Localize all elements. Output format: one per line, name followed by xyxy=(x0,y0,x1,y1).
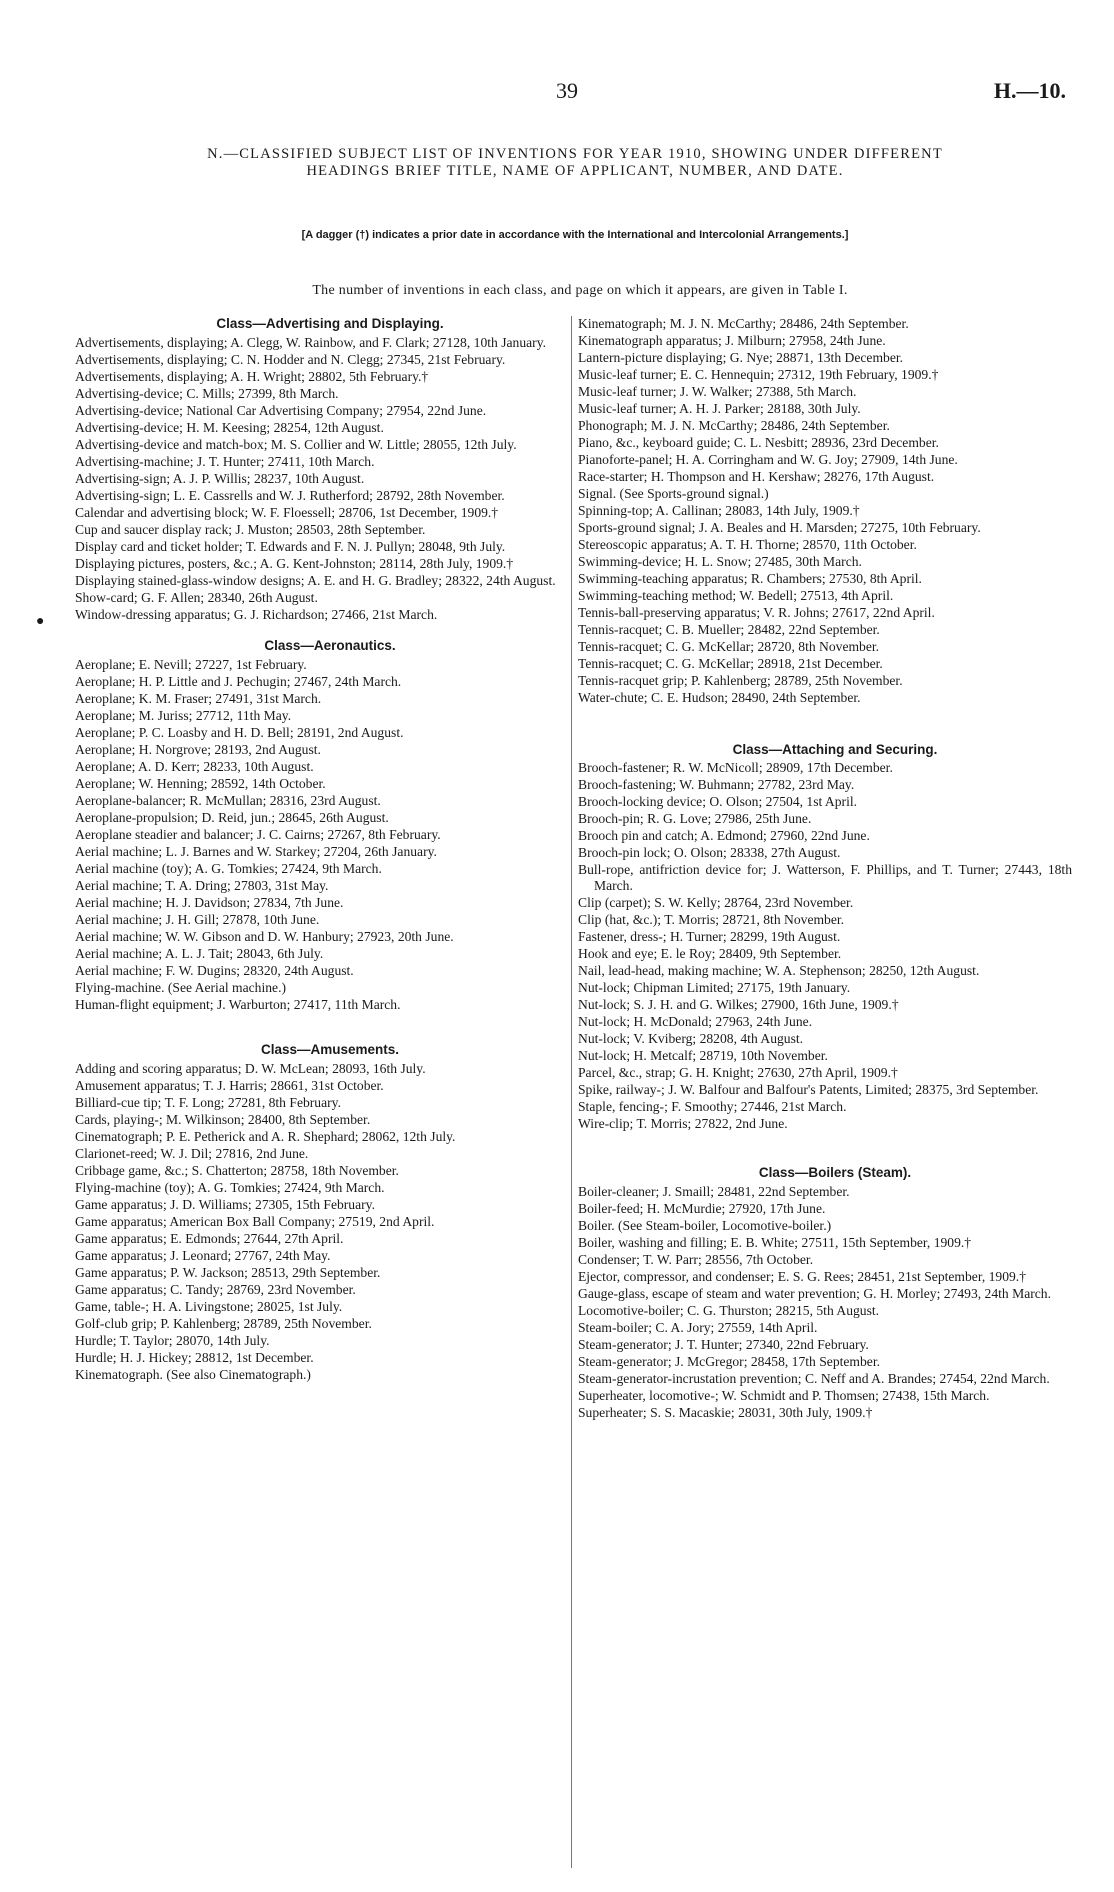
invention-entry: Superheater, locomotive-; W. Schmidt and P. Thomsen; 27438, 15th March. xyxy=(578,1387,990,1403)
invention-entry: Aerial machine; J. H. Gill; 27878, 10th June. xyxy=(75,911,320,927)
invention-entry: Tennis-ball-preserving apparatus; V. R. Johns; 27617, 22nd April. xyxy=(578,605,935,620)
invention-entry: Game apparatus; P. W. Jackson; 28513, 29th September. xyxy=(75,1264,381,1280)
invention-entry: Advertising-sign; A. J. P. Willis; 28237, 10th August. xyxy=(75,470,365,486)
invention-entry: Steam-generator; J. T. Hunter; 27340, 22nd February. xyxy=(578,1336,869,1352)
invention-entry: Steam-generator-incrustation prevention; C. Neff and A. Brandes; 27454, 22nd March. xyxy=(578,1370,1050,1386)
invention-entry: Game apparatus; E. Edmonds; 27644, 27th April. xyxy=(75,1230,344,1246)
invention-entry: Clarionet-reed; W. J. Dil; 27816, 2nd June. xyxy=(75,1145,309,1161)
invention-entry: Pianoforte-panel; H. A. Corringham and W. G. Joy; 27909, 14th June. xyxy=(578,452,958,467)
invention-entry: Nut-lock; V. Kviberg; 28208, 4th August. xyxy=(578,1030,804,1046)
invention-entry: Bull-rope, antifriction device for; J. Watterson, F. Phillips, and T. Turner; 27443, 18th March. xyxy=(578,862,1072,893)
invention-entry: Cup and saucer display rack; J. Muston; 28503, 28th September. xyxy=(75,521,426,537)
document-reference: H.—10. xyxy=(993,78,1066,103)
invention-entry: Nut-lock; Chipman Limited; 27175, 19th January. xyxy=(578,979,851,995)
invention-entry: Human-flight equipment; J. Warburton; 27417, 11th March. xyxy=(75,996,401,1012)
invention-entry: Wire-clip; T. Morris; 27822, 2nd June. xyxy=(578,1115,788,1131)
invention-entry: Tennis-racquet; C. B. Mueller; 28482, 22nd September. xyxy=(578,622,880,637)
invention-entry: Hurdle; T. Taylor; 28070, 14th July. xyxy=(75,1332,270,1348)
invention-entry: Advertisements, displaying; A. Clegg, W. Rainbow, and F. Clark; 27128, 10th January. xyxy=(75,334,546,350)
invention-entry: Nut-lock; H. Metcalf; 28719, 10th November. xyxy=(578,1047,828,1063)
invention-entry: Piano, &c., keyboard guide; C. L. Nesbitt; 28936, 23rd December. xyxy=(578,435,939,450)
invention-entry: Clip (hat, &c.); T. Morris; 28721, 8th November. xyxy=(578,911,845,927)
invention-entry: Aeroplane; H. Norgrove; 28193, 2nd August. xyxy=(75,741,321,757)
title-line-1: N.—CLASSIFIED SUBJECT LIST OF INVENTIONS FOR YEAR 1910, SHOWING UNDER DIFFERENT xyxy=(207,146,943,162)
invention-entry: Advertising-device; National Car Advertising Company; 27954, 22nd June. xyxy=(75,402,487,418)
invention-entry: Game apparatus; C. Tandy; 28769, 23rd November. xyxy=(75,1281,356,1297)
invention-entry: Stereoscopic apparatus; A. T. H. Thorne; 28570, 11th October. xyxy=(578,537,917,552)
invention-entry: Advertisements, displaying; A. H. Wright; 28802, 5th February.† xyxy=(75,368,429,384)
class-heading: Class—Advertising and Displaying. xyxy=(216,316,444,331)
invention-entry: Flying-machine (toy); A. G. Tomkies; 27424, 9th March. xyxy=(75,1179,385,1195)
invention-entry: Game apparatus; J. D. Williams; 27305, 15th February. xyxy=(75,1196,375,1212)
invention-entry: Locomotive-boiler; C. G. Thurston; 28215, 5th August. xyxy=(578,1302,880,1318)
invention-entry: Brooch-fastener; R. W. McNicoll; 28909, 17th December. xyxy=(578,760,893,775)
invention-entry: Brooch pin and catch; A. Edmond; 27960, 22nd June. xyxy=(578,828,870,843)
invention-entry: Signal. (See Sports-ground signal.) xyxy=(578,486,769,501)
class-section xyxy=(75,638,565,1012)
invention-entry: Nut-lock; S. J. H. and G. Wilkes; 27900, 16th June, 1909.† xyxy=(578,996,899,1012)
invention-entry: Calendar and advertising block; W. F. Floessell; 28706, 1st December, 1909.† xyxy=(75,504,499,520)
class-section xyxy=(75,1042,565,1382)
class-heading: Class—Boilers (Steam). xyxy=(758,1165,912,1180)
invention-entry: Cribbage game, &c.; S. Chatterton; 28758, 18th November. xyxy=(75,1162,399,1178)
invention-entry: Game apparatus; J. Leonard; 27767, 24th May. xyxy=(75,1247,331,1263)
class-heading: Class—Aeronautics. xyxy=(264,638,396,653)
invention-entry: Game, table-; H. A. Livingstone; 28025, 1st July. xyxy=(75,1298,343,1314)
invention-entry: Aeroplane-balancer; R. McMullan; 28316, 23rd August. xyxy=(75,792,381,808)
invention-entry: Kinematograph; M. J. N. McCarthy; 28486, 24th September. xyxy=(578,316,909,331)
invention-entry: Billiard-cue tip; T. F. Long; 27281, 8th February. xyxy=(75,1094,341,1110)
invention-entry: Steam-generator; J. McGregor; 28458, 17th September. xyxy=(578,1353,881,1369)
invention-entry: Golf-club grip; P. Kahlenberg; 28789, 25th November. xyxy=(75,1315,372,1331)
invention-entry: Game apparatus; American Box Ball Company; 27519, 2nd April. xyxy=(75,1213,435,1229)
invention-entry: Amusement apparatus; T. J. Harris; 28661, 31st October. xyxy=(75,1077,384,1093)
invention-entry: Race-starter; H. Thompson and H. Kershaw; 28276, 17th August. xyxy=(578,469,935,484)
invention-entry: Advertisements, displaying; C. N. Hodder and N. Clegg; 27345, 21st February. xyxy=(75,351,506,367)
invention-entry: Aerial machine; A. L. J. Tait; 28043, 6th July. xyxy=(75,945,324,961)
invention-entry: Advertising-device and match-box; M. S. Collier and W. Little; 28055, 12th July. xyxy=(75,436,517,452)
invention-entry: Superheater; S. S. Macaskie; 28031, 30th July, 1909.† xyxy=(578,1404,873,1420)
invention-entry: Swimming-device; H. L. Snow; 27485, 30th March. xyxy=(578,554,862,569)
invention-entry: Aeroplane steadier and balancer; J. C. Cairns; 27267, 8th February. xyxy=(75,826,441,842)
invention-entry: Steam-boiler; C. A. Jory; 27559, 14th April. xyxy=(578,1319,818,1335)
invention-entry: Aeroplane-propulsion; D. Reid, jun.; 28645, 26th August. xyxy=(75,809,389,825)
invention-entry: Displaying pictures, posters, &c.; A. G. Kent-Johnston; 28114, 28th July, 1909.† xyxy=(75,555,514,571)
invention-entry: Adding and scoring apparatus; D. W. McLean; 28093, 16th July. xyxy=(75,1060,426,1076)
invention-entry: Aerial machine; L. J. Barnes and W. Starkey; 27204, 26th January. xyxy=(75,843,437,859)
invention-entry: Displaying stained-glass-window designs; A. E. and H. G. Bradley; 28322, 24th August. xyxy=(75,572,556,588)
invention-entry: Advertising-machine; J. T. Hunter; 27411, 10th March. xyxy=(75,453,375,469)
class-section xyxy=(75,316,565,622)
invention-entry: Aeroplane; A. D. Kerr; 28233, 10th August. xyxy=(75,758,314,774)
invention-entry: Advertising-sign; L. E. Cassrells and W. J. Rutherford; 28792, 28th November. xyxy=(75,487,505,503)
invention-entry: Nut-lock; H. McDonald; 27963, 24th June. xyxy=(578,1013,813,1029)
invention-entry: Kinematograph. (See also Cinematograph.) xyxy=(75,1366,311,1382)
invention-entry: Nail, lead-head, making machine; W. A. Stephenson; 28250, 12th August. xyxy=(578,962,980,978)
invention-entry: Lantern-picture displaying; G. Nye; 28871, 13th December. xyxy=(578,350,904,365)
dagger-note: [A dagger (†) indicates a prior date in accordance with the International and Intercolonial Arrangements.] xyxy=(301,229,849,241)
invention-entry: Ejector, compressor, and condenser; E. S. G. Rees; 28451, 21st September, 1909.† xyxy=(578,1268,1027,1284)
invention-entry: Brooch-pin; R. G. Love; 27986, 25th June. xyxy=(578,811,812,826)
invention-entry: Aeroplane; H. P. Little and J. Pechugin; 27467, 24th March. xyxy=(75,673,402,689)
right-column xyxy=(578,316,1072,1422)
class-section xyxy=(578,316,1072,706)
invention-entry: Boiler. (See Steam-boiler, Locomotive-boiler.) xyxy=(578,1217,832,1233)
class-heading: Class—Amusements. xyxy=(260,1042,400,1057)
invention-entry: Boiler-feed; H. McMurdie; 27920, 17th June. xyxy=(578,1200,826,1216)
invention-entry: Swimming-teaching apparatus; R. Chambers; 27530, 8th April. xyxy=(578,571,922,586)
invention-entry: Window-dressing apparatus; G. J. Richardson; 27466, 21st March. xyxy=(75,606,438,622)
invention-entry: Music-leaf turner; E. C. Hennequin; 27312, 19th February, 1909.† xyxy=(578,367,939,382)
invention-entry: Swimming-teaching method; W. Bedell; 27513, 4th April. xyxy=(578,588,894,603)
invention-entry: Hook and eye; E. le Roy; 28409, 9th September. xyxy=(578,945,842,961)
left-column xyxy=(75,316,565,1384)
invention-entry: Cards, playing-; M. Wilkinson; 28400, 8th September. xyxy=(75,1111,371,1127)
invention-entry: Brooch-fastening; W. Buhmann; 27782, 23rd May. xyxy=(578,777,855,792)
class-section xyxy=(578,742,1072,1132)
invention-entry: Sports-ground signal; J. A. Beales and H. Marsden; 27275, 10th February. xyxy=(578,520,981,535)
invention-entry: Fastener, dress-; H. Turner; 28299, 19th August. xyxy=(578,928,841,944)
invention-entry: Tennis-racquet; C. G. McKellar; 28720, 8th November. xyxy=(578,639,880,654)
column-divider xyxy=(571,316,572,1868)
invention-entry: Aerial machine (toy); A. G. Tomkies; 27424, 9th March. xyxy=(75,860,382,876)
invention-entry: Brooch-pin lock; O. Olson; 28338, 27th August. xyxy=(578,845,841,860)
invention-entry: Aerial machine; T. A. Dring; 27803, 31st May. xyxy=(75,877,329,893)
invention-entry: Water-chute; C. E. Hudson; 28490, 24th September. xyxy=(578,690,861,705)
invention-entry: Aeroplane; K. M. Fraser; 27491, 31st March. xyxy=(75,690,322,706)
invention-entry: Kinematograph apparatus; J. Milburn; 27958, 24th June. xyxy=(578,333,886,348)
invention-entry: Aeroplane; P. C. Loasby and H. D. Bell; 28191, 2nd August. xyxy=(75,724,404,740)
invention-entry: Advertising-device; C. Mills; 27399, 8th March. xyxy=(75,385,339,401)
invention-entry: Aerial machine; W. W. Gibson and D. W. Hanbury; 27923, 20th June. xyxy=(75,928,454,944)
page-number: 39 xyxy=(556,78,578,103)
invention-entry: Hurdle; H. J. Hickey; 28812, 1st December. xyxy=(75,1349,314,1365)
invention-entry: Gauge-glass, escape of steam and water prevention; G. H. Morley; 27493, 24th March. xyxy=(578,1285,1052,1301)
invention-entry: Boiler, washing and filling; E. B. White; 27511, 15th September, 1909.† xyxy=(578,1234,972,1250)
invention-entry: Advertising-device; H. M. Keesing; 28254, 12th August. xyxy=(75,419,384,435)
invention-entry: Condenser; T. W. Parr; 28556, 7th October. xyxy=(578,1251,814,1267)
page-header xyxy=(0,78,1114,108)
class-section xyxy=(578,1165,1072,1420)
invention-entry: Music-leaf turner; J. W. Walker; 27388, 5th March. xyxy=(578,384,857,399)
invention-entry: Show-card; G. F. Allen; 28340, 26th August. xyxy=(75,589,318,605)
margin-bullet-mark: ● xyxy=(36,614,45,629)
title-line-2: HEADINGS BRIEF TITLE, NAME OF APPLICANT, NUMBER, AND DATE. xyxy=(306,163,844,179)
invention-entry: Tennis-racquet; C. G. McKellar; 28918, 21st December. xyxy=(578,656,883,671)
intro-text: The number of inventions in each class, and page on which it appears, are given in Table I. xyxy=(312,283,848,298)
invention-entry: Aerial machine; F. W. Dugins; 28320, 24th August. xyxy=(75,962,354,978)
document-title xyxy=(80,146,1070,180)
invention-entry: Boiler-cleaner; J. Smaill; 28481, 22nd September. xyxy=(578,1183,850,1199)
invention-entry: Phonograph; M. J. N. McCarthy; 28486, 24th September. xyxy=(578,418,890,433)
invention-entry: Aerial machine; H. J. Davidson; 27834, 7th June. xyxy=(75,894,344,910)
invention-entry: Flying-machine. (See Aerial machine.) xyxy=(75,979,287,995)
invention-entry: Cinematograph; P. E. Petherick and A. R. Shephard; 28062, 12th July. xyxy=(75,1128,456,1144)
invention-entry: Spike, railway-; J. W. Balfour and Balfour's Patents, Limited; 28375, 3rd September. xyxy=(578,1081,1039,1097)
invention-entry: Tennis-racquet grip; P. Kahlenberg; 28789, 25th November. xyxy=(578,673,903,688)
invention-entry: Aeroplane; M. Juriss; 27712, 11th May. xyxy=(75,707,292,723)
class-heading: Class—Attaching and Securing. xyxy=(732,741,938,757)
invention-entry: Aeroplane; E. Nevill; 27227, 1st February. xyxy=(75,656,307,672)
invention-entry: Staple, fencing-; F. Smoothy; 27446, 21st March. xyxy=(578,1098,847,1114)
invention-entry: Music-leaf turner; A. H. J. Parker; 28188, 30th July. xyxy=(578,401,861,416)
invention-entry: Spinning-top; A. Callinan; 28083, 14th July, 1909.† xyxy=(578,503,860,518)
invention-entry: Display card and ticket holder; T. Edwards and F. N. J. Pullyn; 28048, 9th July. xyxy=(75,538,506,554)
invention-entry: Clip (carpet); S. W. Kelly; 28764, 23rd November. xyxy=(578,894,854,910)
invention-entry: Brooch-locking device; O. Olson; 27504, 1st April. xyxy=(578,794,858,809)
invention-entry: Aeroplane; W. Henning; 28592, 14th October. xyxy=(75,775,326,791)
invention-entry: Parcel, &c., strap; G. H. Knight; 27630, 27th April, 1909.† xyxy=(578,1064,898,1080)
